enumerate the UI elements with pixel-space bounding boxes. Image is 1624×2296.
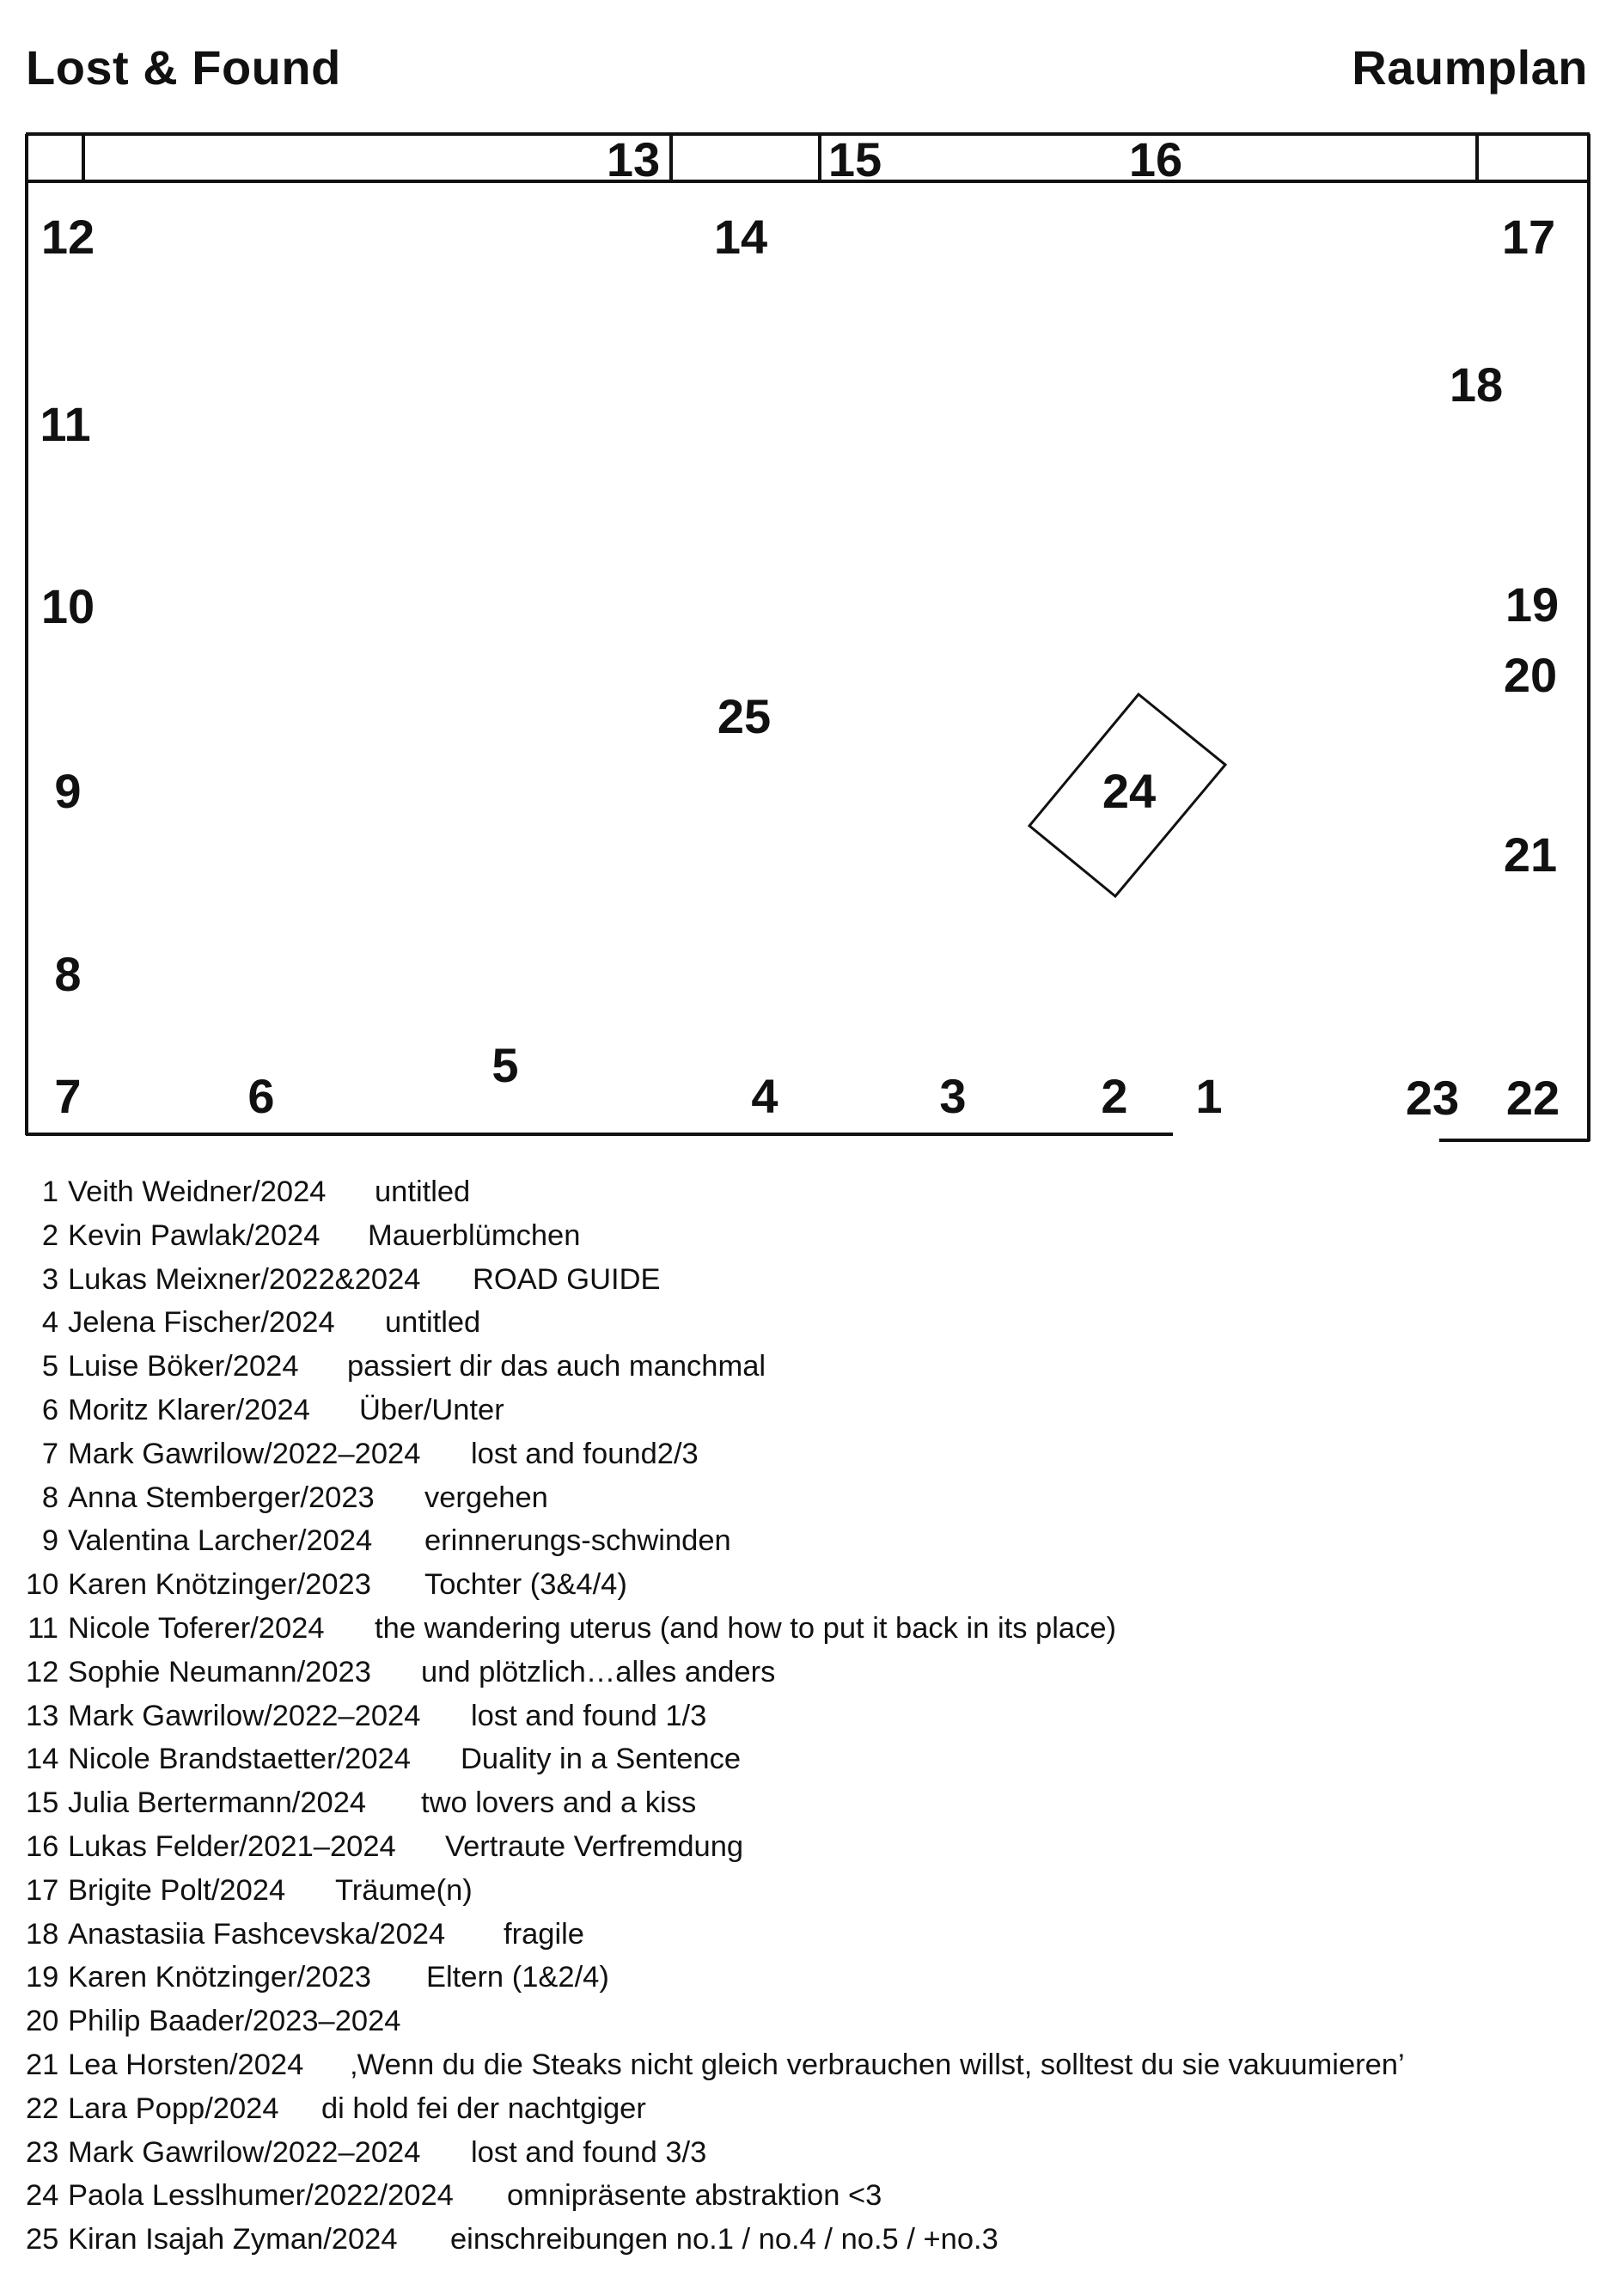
document-title: Lost & Found [26, 40, 341, 95]
room-number-25: 25 [717, 689, 772, 743]
room-number-17: 17 [1501, 210, 1556, 264]
legend-artist: Anastasiia Fashcevska/2024 [68, 1917, 446, 1951]
legend-work-title: erinnerungs-schwinden [424, 1524, 731, 1558]
legend-number: 22 [26, 2091, 59, 2125]
room-number-5: 5 [491, 1038, 519, 1092]
room-number-21: 21 [1503, 827, 1558, 882]
legend-number: 11 [27, 1612, 58, 1645]
room-number-13: 13 [606, 132, 661, 186]
legend-work-title: lost and found 3/3 [471, 2135, 707, 2169]
legend-number: 6 [41, 1394, 58, 1426]
room-number-1: 1 [1195, 1069, 1223, 1123]
legend-artist: Valentina Larcher/2024 [68, 1524, 373, 1558]
room-number-18: 18 [1449, 357, 1504, 412]
legend-work-title: lost and found2/3 [471, 1437, 699, 1470]
legend-number: 2 [41, 1218, 58, 1252]
legend-work-title: di hold fei der nachtgiger [321, 2091, 646, 2125]
legend-artist: Paola Lesslhumer/2022/2024 [68, 2179, 454, 2213]
room-number-14: 14 [713, 210, 768, 264]
room-number-7: 7 [54, 1069, 82, 1123]
legend-number: 4 [41, 1306, 58, 1340]
room-number-22: 22 [1505, 1071, 1560, 1125]
legend-work-title: einschreibungen no.1 / no.4 / no.5 / +no.3 [450, 2223, 998, 2256]
room-number-24: 24 [1102, 764, 1157, 818]
legend-work-title: omnipräsente abstraktion <3 [507, 2179, 882, 2213]
legend-work-title: ROAD GUIDE [473, 1262, 661, 1296]
legend-work-title: the wandering uterus (and how to put it back in its place) [375, 1612, 1116, 1645]
legend-number: 5 [41, 1350, 58, 1383]
legend-number: 18 [26, 1917, 59, 1951]
room-number-9: 9 [54, 764, 82, 818]
legend-work-title: Tochter (3&4/4) [424, 1568, 627, 1602]
legend-number: 14 [26, 1743, 59, 1776]
legend-artist: Lukas Meixner/2022&2024 [68, 1262, 421, 1296]
legend-artist: Jelena Fischer/2024 [68, 1306, 335, 1340]
legend-number: 16 [26, 1830, 59, 1863]
legend-number: 1 [41, 1175, 58, 1208]
legend-artist: Kevin Pawlak/2024 [68, 1218, 321, 1252]
room-number-19: 19 [1505, 577, 1560, 632]
legend-number: 8 [41, 1481, 58, 1514]
legend-artist: Kiran Isajah Zyman/2024 [68, 2223, 398, 2256]
legend-work-title: passiert dir das auch manchmal [347, 1350, 766, 1383]
legend-number: 12 [26, 1655, 59, 1688]
room-number-15: 15 [827, 132, 882, 186]
legend-number: 9 [41, 1524, 58, 1558]
legend-work-title: Über/Unter [359, 1394, 504, 1426]
legend-artist: Moritz Klarer/2024 [68, 1394, 310, 1426]
legend-artist: Lukas Felder/2021–2024 [68, 1830, 396, 1863]
legend-work-title: Träume(n) [335, 1873, 473, 1907]
legend-work-title: Eltern (1&2/4) [426, 1961, 609, 1994]
room-number-20: 20 [1503, 648, 1558, 702]
legend-number: 20 [26, 2005, 59, 2038]
legend-artist: Nicole Toferer/2024 [68, 1612, 325, 1645]
legend-number: 10 [26, 1568, 59, 1602]
legend-artist: Mark Gawrilow/2022–2024 [68, 1699, 421, 1732]
legend-artist: Karen Knötzinger/2023 [68, 1961, 371, 1994]
legend-work-title: untitled [375, 1175, 471, 1208]
legend-work-title: Duality in a Sentence [461, 1743, 742, 1776]
legend-artist: Karen Knötzinger/2023 [68, 1568, 371, 1602]
legend-work-title: untitled [385, 1306, 481, 1340]
legend-number: 21 [26, 2049, 59, 2081]
room-number-23: 23 [1405, 1071, 1460, 1125]
legend-number: 7 [41, 1437, 58, 1470]
legend-work-title: und plötzlich…alles anders [421, 1655, 776, 1688]
legend-artist: Julia Bertermann/2024 [68, 1786, 367, 1820]
room-number-3: 3 [939, 1069, 967, 1123]
legend-number: 17 [26, 1873, 59, 1907]
room-number-4: 4 [751, 1069, 778, 1123]
legend-work-title: fragile [504, 1917, 584, 1951]
legend-work-title: Vertraute Verfremdung [445, 1830, 744, 1863]
legend-number: 25 [26, 2223, 59, 2256]
room-number-2: 2 [1101, 1069, 1128, 1123]
legend-artist: Mark Gawrilow/2022–2024 [68, 2135, 421, 2169]
room-number-16: 16 [1128, 132, 1183, 186]
legend-number: 3 [41, 1262, 58, 1296]
legend-artist: Brigite Polt/2024 [68, 1873, 286, 1907]
legend-artist: Lara Popp/2024 [68, 2091, 279, 2125]
legend-number: 15 [26, 1786, 59, 1820]
room-number-8: 8 [54, 947, 82, 1001]
legend-artist: Sophie Neumann/2023 [68, 1655, 371, 1688]
legend-artist: Luise Böker/2024 [68, 1350, 299, 1383]
legend-work-title: ‚Wenn du die Steaks nicht gleich verbrauchen willst, solltest du sie vakuumieren’ [351, 2049, 1405, 2081]
legend-artist: Philip Baader/2023–2024 [68, 2005, 401, 2038]
room-number-11: 11 [40, 397, 91, 451]
legend-number: 23 [26, 2135, 59, 2169]
legend-artist: Anna Stemberger/2023 [68, 1481, 375, 1514]
document-subtitle: Raumplan [1352, 40, 1588, 95]
legend-artist: Veith Weidner/2024 [68, 1175, 327, 1208]
legend-work-title: lost and found 1/3 [471, 1699, 707, 1732]
room-number-6: 6 [247, 1069, 275, 1123]
room-number-12: 12 [40, 210, 95, 264]
legend-work-title: vergehen [424, 1481, 548, 1514]
legend-artist: Mark Gawrilow/2022–2024 [68, 1437, 421, 1470]
legend-number: 19 [26, 1961, 59, 1994]
legend-work-title: two lovers and a kiss [421, 1786, 697, 1820]
legend-number: 13 [26, 1699, 59, 1732]
legend-work-title: Mauerblümchen [368, 1218, 581, 1252]
legend-artist: Lea Horsten/2024 [68, 2049, 304, 2081]
room-number-10: 10 [40, 579, 95, 633]
legend-artist: Nicole Brandstaetter/2024 [68, 1743, 411, 1776]
legend-number: 24 [26, 2179, 59, 2213]
